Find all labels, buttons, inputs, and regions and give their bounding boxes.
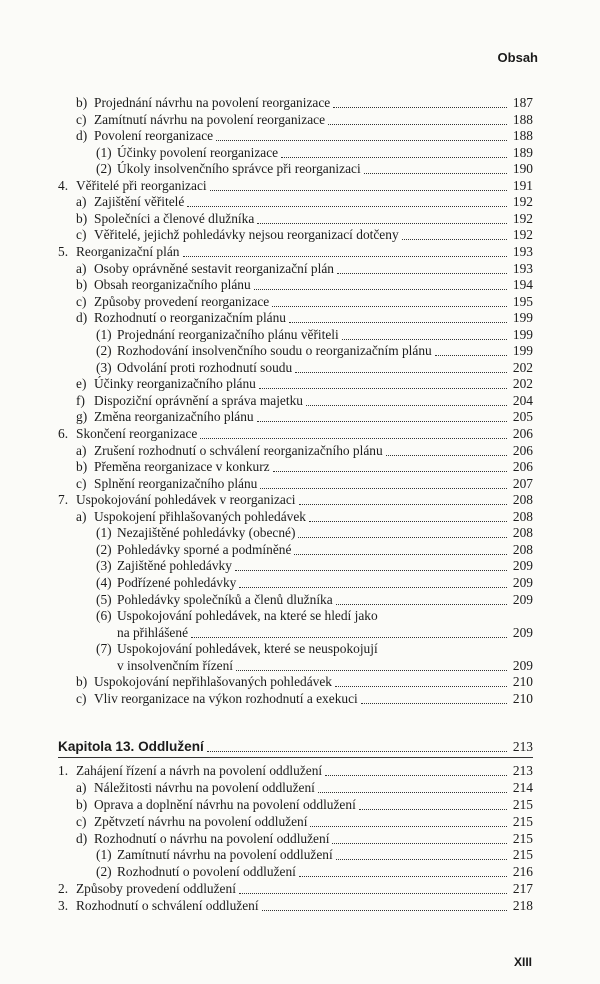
toc-entry[interactable]	[76, 797, 533, 813]
toc-entry[interactable]	[76, 112, 533, 128]
toc-entry-title: Zamítnutí návrhu na povolení oddlužení	[117, 847, 333, 862]
toc-entry-number: b)	[76, 277, 88, 292]
toc-entry-title: v insolvenčním řízení	[117, 658, 234, 673]
page-number: XIII	[513, 955, 532, 969]
toc-entry-title: Dispoziční oprávnění a správa majetku	[94, 393, 303, 408]
toc-entry-number: d)	[76, 831, 88, 846]
toc-entry-page: 192	[512, 227, 533, 242]
toc-entry-page: 205	[512, 409, 533, 424]
dot-leader	[273, 470, 507, 472]
toc-entry[interactable]	[76, 211, 533, 227]
toc-entry[interactable]	[117, 658, 533, 674]
toc-entry-title: Zpětvzetí návrhu na povolení oddlužení	[94, 814, 308, 829]
toc-entry-title: Zajištěné pohledávky	[117, 558, 232, 573]
toc-entry-page: 215	[512, 831, 533, 846]
toc-entry-title: Úkoly insolvenčního správce při reorganizaci	[117, 161, 361, 176]
toc-entry-title: Skončení reorganizace	[76, 426, 198, 441]
toc-entry-page: 189	[512, 145, 533, 160]
toc-entry-title: Rozhodnutí o návrhu na povolení oddlužení	[94, 831, 330, 846]
toc-entry-number: b)	[76, 211, 88, 226]
toc-entry-page: 210	[512, 691, 533, 706]
dot-leader	[325, 774, 507, 776]
toc-entry-number: (3)	[96, 360, 112, 375]
dot-leader	[295, 371, 507, 373]
toc-entry-title: Účinky povolení reorganizace	[117, 145, 279, 160]
dot-leader	[335, 685, 507, 687]
toc-entry-number: 3.	[58, 898, 69, 913]
toc-entry-number: 7.	[58, 492, 69, 507]
toc-entry-number: a)	[76, 443, 87, 458]
toc-entry-title: na přihlášené	[117, 625, 189, 640]
toc-entry-title: Způsoby provedení oddlužení	[76, 881, 236, 896]
dot-leader	[259, 387, 507, 389]
toc-entry-number: a)	[76, 194, 87, 209]
dot-leader	[299, 503, 507, 505]
dot-leader	[257, 222, 507, 224]
toc-entry[interactable]	[76, 277, 533, 293]
dot-leader	[236, 669, 507, 671]
toc-entry[interactable]	[76, 261, 533, 277]
toc-entry-number: e)	[76, 376, 87, 391]
toc-entry-title: Odvolání proti rozhodnutí soudu	[117, 360, 293, 375]
toc-entry-number: (1)	[96, 327, 112, 342]
dot-leader	[298, 536, 507, 538]
dot-leader	[281, 156, 507, 158]
chapter-heading[interactable]	[58, 739, 533, 755]
toc-entry-page: 214	[512, 780, 533, 795]
toc-entry-page: 202	[512, 376, 533, 391]
toc-entry-page: 199	[512, 343, 533, 358]
toc-entry-title: Uspokojování pohledávek v reorganizaci	[76, 492, 296, 507]
toc-entry-title: Vliv reorganizace na výkon rozhodnutí a exekuci	[94, 691, 358, 706]
toc-entry-page: 206	[512, 443, 533, 458]
toc-entry-number: (2)	[96, 864, 112, 879]
toc-entry-page: 215	[512, 797, 533, 812]
dot-leader	[309, 520, 507, 522]
toc-entry-number: b)	[76, 459, 88, 474]
toc-entry-page: 187	[512, 95, 533, 110]
toc-entry-page: 188	[512, 112, 533, 127]
toc-entry[interactable]	[58, 492, 533, 508]
toc-entry-number: (3)	[96, 558, 112, 573]
toc-entry-page: 210	[512, 674, 533, 689]
toc-entry-title: Zahájení řízení a návrh na povolení oddlužení	[76, 763, 323, 778]
dot-leader	[364, 172, 507, 174]
toc-entry-title: Zamítnutí návrhu na povolení reorganizace	[94, 112, 326, 127]
toc-entry[interactable]	[96, 558, 533, 574]
toc-entry[interactable]	[58, 178, 533, 194]
toc-entry-title: Společníci a členové dlužníka	[94, 211, 255, 226]
toc-entry-title: Uspokojení přihlašovaných pohledávek	[94, 509, 306, 524]
toc-entry-page: 192	[512, 194, 533, 209]
dot-leader	[257, 420, 507, 422]
toc-entry-number: c)	[76, 112, 87, 127]
toc-entry-page: 195	[512, 294, 533, 309]
dot-leader	[318, 791, 507, 793]
toc-entry-number: a)	[76, 261, 87, 276]
toc-entry-number: c)	[76, 691, 87, 706]
toc-entry[interactable]	[76, 674, 533, 690]
toc-entry-number: d)	[76, 128, 88, 143]
toc-entry-title: Rozhodování insolvenčního soudu o reorganizačním plánu	[117, 343, 432, 358]
dot-leader	[336, 603, 507, 605]
toc-entry[interactable]	[76, 509, 533, 525]
toc-entry-page: 209	[512, 592, 533, 607]
toc-entry-page: 188	[512, 128, 533, 143]
toc-entry[interactable]	[58, 881, 533, 897]
toc-entry-number: b)	[76, 95, 88, 110]
toc-entry-page: 206	[512, 459, 533, 474]
dot-leader	[336, 858, 507, 860]
toc-entry[interactable]	[96, 525, 533, 541]
toc-entry[interactable]	[96, 847, 533, 863]
toc-entry[interactable]	[76, 376, 533, 392]
chapter-rule	[58, 757, 533, 758]
toc-entry-page: 208	[512, 542, 533, 557]
toc-entry-number: 1.	[58, 763, 69, 778]
toc-entry-title: Věřitelé při reorganizaci	[76, 178, 207, 193]
toc-entry-page: 202	[512, 360, 533, 375]
toc-entry-title: Uspokojování pohledávek, které se neuspokojují	[117, 641, 378, 656]
toc-entry-title: Zajištění věřitelé	[94, 194, 185, 209]
toc-entry[interactable]	[96, 864, 533, 880]
dot-leader	[235, 569, 507, 571]
toc-entry-page: 209	[512, 575, 533, 590]
toc-entry-number: c)	[76, 227, 87, 242]
toc-entry[interactable]	[96, 360, 533, 376]
dot-leader	[342, 338, 507, 340]
toc-entry-number: (5)	[96, 592, 112, 607]
toc-entry[interactable]	[58, 244, 533, 260]
toc-entry[interactable]	[76, 831, 533, 847]
toc-entry-number: c)	[76, 814, 87, 829]
toc-entry[interactable]	[76, 128, 533, 144]
toc-entry[interactable]	[96, 592, 533, 608]
toc-entry-page: 206	[512, 426, 533, 441]
toc-entry-page: 209	[512, 658, 533, 673]
toc-entry-page: 193	[512, 261, 533, 276]
toc-entry[interactable]	[117, 625, 533, 641]
toc-entry-page: 207	[512, 476, 533, 491]
toc-entry-number: (1)	[96, 145, 112, 160]
toc-entry-title: Přeměna reorganizace v konkurz	[94, 459, 270, 474]
toc-entry-page: 199	[512, 327, 533, 342]
toc-entry[interactable]	[58, 426, 533, 442]
toc-entry-number: c)	[76, 476, 87, 491]
toc-entry-number: (2)	[96, 343, 112, 358]
toc-entry-number: (7)	[96, 641, 112, 656]
toc-entry[interactable]	[76, 691, 533, 707]
toc-entry-title: Oprava a doplnění návrhu na povolení oddlužení	[94, 797, 356, 812]
toc-entry-title: Pohledávky sporné a podmíněné	[117, 542, 292, 557]
toc-entry[interactable]	[96, 145, 533, 161]
toc-entry-number: (2)	[96, 542, 112, 557]
toc-entry-page: 218	[512, 898, 533, 913]
toc-entry-number: 6.	[58, 426, 69, 441]
toc-entry[interactable]	[76, 443, 533, 459]
toc-entry[interactable]	[76, 294, 533, 310]
dot-leader	[337, 272, 507, 274]
toc-entry-title: Pohledávky společníků a členů dlužníka	[117, 592, 333, 607]
toc-entry-title: Podřízené pohledávky	[117, 575, 237, 590]
toc-entry-number: a)	[76, 509, 87, 524]
dot-leader	[359, 808, 507, 810]
dot-leader	[239, 892, 507, 894]
toc-entry-page: 208	[512, 525, 533, 540]
toc-entry-page: 217	[512, 881, 533, 896]
toc-entry[interactable]	[58, 763, 533, 779]
toc-entry[interactable]	[76, 310, 533, 326]
dot-leader	[210, 189, 507, 191]
toc-entry-title: Rozhodnutí o povolení oddlužení	[117, 864, 296, 879]
toc-entry-number: b)	[76, 797, 88, 812]
dot-leader	[332, 842, 507, 844]
toc-entry[interactable]	[96, 575, 533, 591]
toc-entry-page: 208	[512, 509, 533, 524]
toc-entry-page: 193	[512, 244, 533, 259]
toc-entry-number: a)	[76, 780, 87, 795]
toc-entry-title: Reorganizační plán	[76, 244, 180, 259]
toc-entry-title: Uspokojování nepřihlašovaných pohledávek	[94, 674, 332, 689]
toc-entry-title: Způsoby provedení reorganizace	[94, 294, 270, 309]
toc-entry[interactable]	[96, 641, 533, 657]
toc-entry[interactable]	[96, 161, 533, 177]
toc-entry-page: 215	[512, 847, 533, 862]
toc-entry-title: Projednání reorganizačního plánu věřiteli	[117, 327, 339, 342]
dot-leader	[216, 139, 507, 141]
toc-entry-page: 190	[512, 161, 533, 176]
toc-entry[interactable]	[76, 227, 533, 243]
running-header: Obsah	[497, 50, 538, 65]
toc-entry-title: Obsah reorganizačního plánu	[94, 277, 251, 292]
toc-entry[interactable]	[76, 476, 533, 492]
toc-entry-title: Nezajištěné pohledávky (obecné)	[117, 525, 296, 540]
toc-entry-page: 208	[512, 492, 533, 507]
toc-entry-page: 213	[512, 763, 533, 778]
dot-leader	[254, 288, 507, 290]
toc-entry[interactable]	[76, 194, 533, 210]
dot-leader	[333, 106, 507, 108]
toc-entry-number: (1)	[96, 525, 112, 540]
toc-entry[interactable]	[96, 343, 533, 359]
toc-entry-page: 204	[512, 393, 533, 408]
toc-entry-page: 209	[512, 625, 533, 640]
toc-entry-number: (6)	[96, 608, 112, 623]
toc-entry-number: g)	[76, 409, 88, 424]
toc-entry[interactable]	[76, 409, 533, 425]
chapter-page: 213	[512, 739, 533, 754]
dot-leader	[191, 636, 507, 638]
toc-entry-title: Účinky reorganizačního plánu	[94, 376, 256, 391]
toc-entry-page: 194	[512, 277, 533, 292]
toc-entry-page: 209	[512, 558, 533, 573]
toc-entry-title: Náležitosti návrhu na povolení oddlužení	[94, 780, 315, 795]
toc-entry-number: 2.	[58, 881, 69, 896]
dot-leader	[299, 875, 507, 877]
dot-leader	[183, 255, 508, 257]
toc-entry-title: Rozhodnutí o reorganizačním plánu	[94, 310, 287, 325]
toc-entry-title: Osoby oprávněné sestavit reorganizační plán	[94, 261, 334, 276]
toc-entry-title: Zrušení rozhodnutí o schválení reorganizačního plánu	[94, 443, 383, 458]
dot-leader	[262, 909, 507, 911]
toc-entry-title: Splnění reorganizačního plánu	[94, 476, 258, 491]
toc-entry-number: (1)	[96, 847, 112, 862]
dot-leader	[435, 354, 507, 356]
toc-entry-title: Povolení reorganizace	[94, 128, 214, 143]
toc-entry-number: 4.	[58, 178, 69, 193]
toc-entry[interactable]	[76, 393, 533, 409]
toc-entry[interactable]	[96, 608, 533, 624]
dot-leader	[187, 205, 507, 207]
dot-leader	[294, 553, 507, 555]
toc-entry-number: (2)	[96, 161, 112, 176]
dot-leader	[386, 454, 507, 456]
dot-leader	[207, 750, 507, 752]
toc-entry-page: 199	[512, 310, 533, 325]
chapter-title: Kapitola 13. Oddlužení	[58, 739, 204, 754]
toc-entry-number: b)	[76, 674, 88, 689]
toc-entry[interactable]	[96, 542, 533, 558]
toc-entry-page: 216	[512, 864, 533, 879]
toc-entry-number: c)	[76, 294, 87, 309]
toc-entry-title: Změna reorganizačního plánu	[94, 409, 254, 424]
toc-entry-number: d)	[76, 310, 88, 325]
dot-leader	[260, 487, 507, 489]
dot-leader	[402, 238, 507, 240]
toc-entry-page: 215	[512, 814, 533, 829]
dot-leader	[289, 321, 507, 323]
dot-leader	[239, 586, 507, 588]
dot-leader	[200, 437, 507, 439]
toc-entry[interactable]	[76, 459, 533, 475]
toc-entry-number: (4)	[96, 575, 112, 590]
toc-entry-title: Uspokojování pohledávek, na které se hledí jako	[117, 608, 378, 623]
toc-entry[interactable]	[96, 327, 533, 343]
dot-leader	[361, 702, 507, 704]
toc-entry-page: 192	[512, 211, 533, 226]
toc-entry-title: Projednání návrhu na povolení reorganizace	[94, 95, 331, 110]
dot-leader	[272, 305, 507, 307]
toc-entry-number: 5.	[58, 244, 69, 259]
toc-entry[interactable]	[58, 898, 533, 914]
toc-entry-page: 191	[512, 178, 533, 193]
toc-entry[interactable]	[76, 95, 533, 111]
toc-entry-title: Rozhodnutí o schválení oddlužení	[76, 898, 259, 913]
toc-entry[interactable]	[76, 814, 533, 830]
dot-leader	[306, 404, 507, 406]
toc-entry-number: f)	[76, 393, 85, 408]
toc-entry-title: Věřitelé, jejichž pohledávky nejsou reorganizací dotčeny	[94, 227, 399, 242]
dot-leader	[310, 825, 507, 827]
dot-leader	[328, 123, 507, 125]
toc-entry[interactable]	[76, 780, 533, 796]
